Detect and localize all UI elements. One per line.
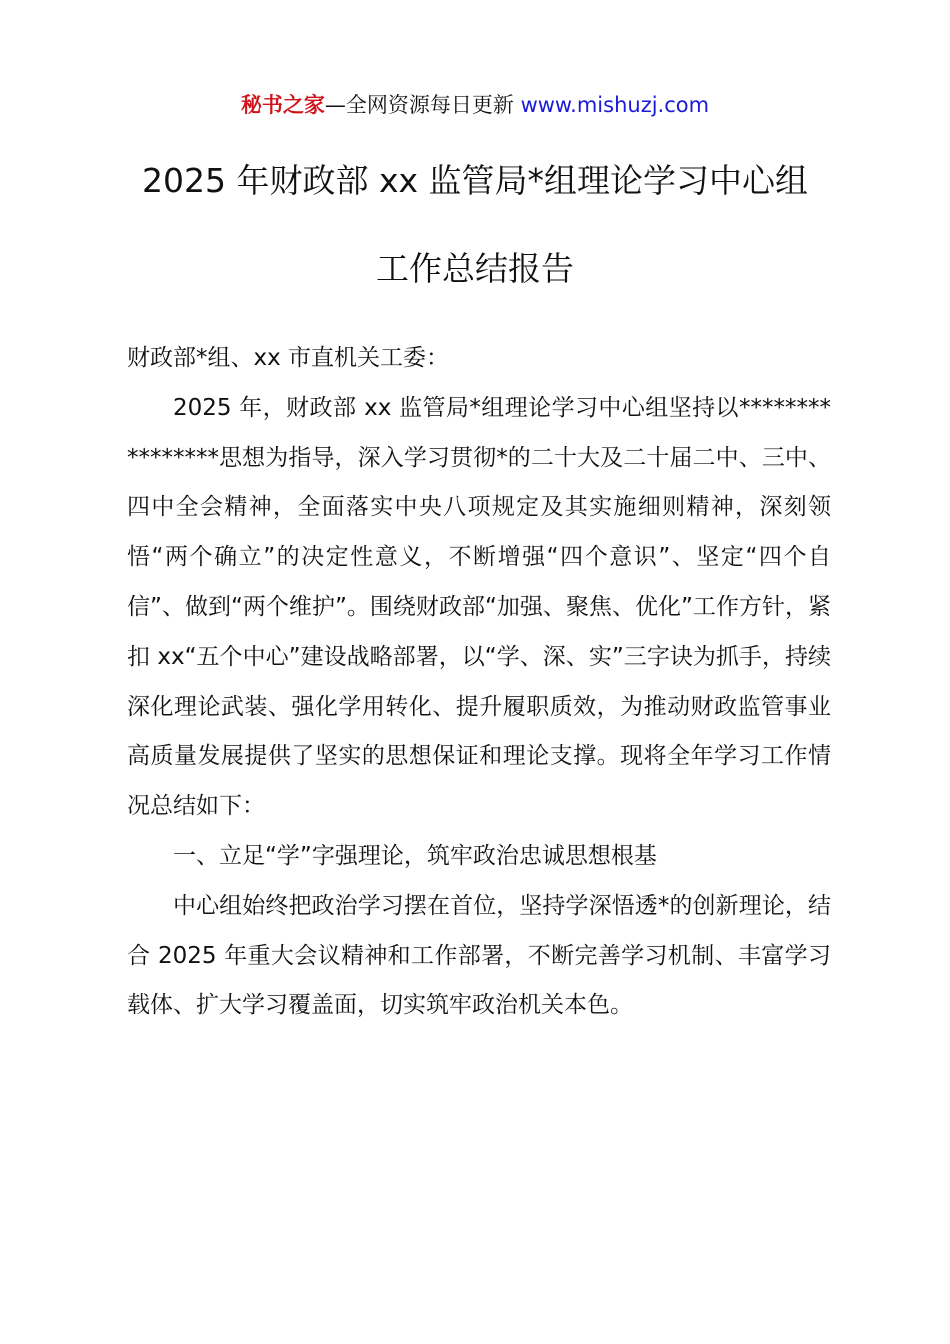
site-brand: 秘书之家 xyxy=(240,93,325,117)
document-title xyxy=(0,156,950,294)
paragraph-intro: 2025 年，财政部 xx 监管局*组理论学习中心组坚持以****************思想为指导，深入学习贯彻*的二十大及二十届二中、三中、四中全会精神，全面落实中央八项规定及其实施细则精神，深刻领悟“两个确立”的决定性意义，不断增强“四个意识”、坚定“四个自信”、做到“两个维护”。围绕财政部“加强、聚焦、优化”工作方针，紧扣 xx“五个中心”建设战略部署，以“学、深、实”三字诀为抓手，持续深化理论武装、强化学用转化、提升履职质效，为推动财政监管事业高质量发展提供了坚实的思想保证和理论支撑。现将全年学习工作情况总结如下： xyxy=(127,394,831,820)
title-line-2: 工作总结报告 xyxy=(376,249,574,288)
document-body xyxy=(127,334,831,1031)
paragraph-section-1: 中心组始终把政治学习摆在首位，坚持学深悟透*的创新理论，结合 2025 年重大会议精神和工作部署，不断完善学习机制、丰富学习载体、扩大学习覆盖面，切实筑牢政治机关本色。 xyxy=(127,892,831,1019)
section-heading-1: 一、立足“学”字强理论，筑牢政治忠诚思想根基 xyxy=(173,842,657,869)
site-tagline: —全网资源每日更新 xyxy=(324,93,514,117)
title-line-1: 2025 年财政部 xx 监管局*组理论学习中心组 xyxy=(141,161,808,200)
salutation: 财政部*组、xx 市直机关工委： xyxy=(127,345,450,371)
site-watermark-header xyxy=(0,88,950,122)
site-url: www.mishuzj.com xyxy=(520,93,710,117)
